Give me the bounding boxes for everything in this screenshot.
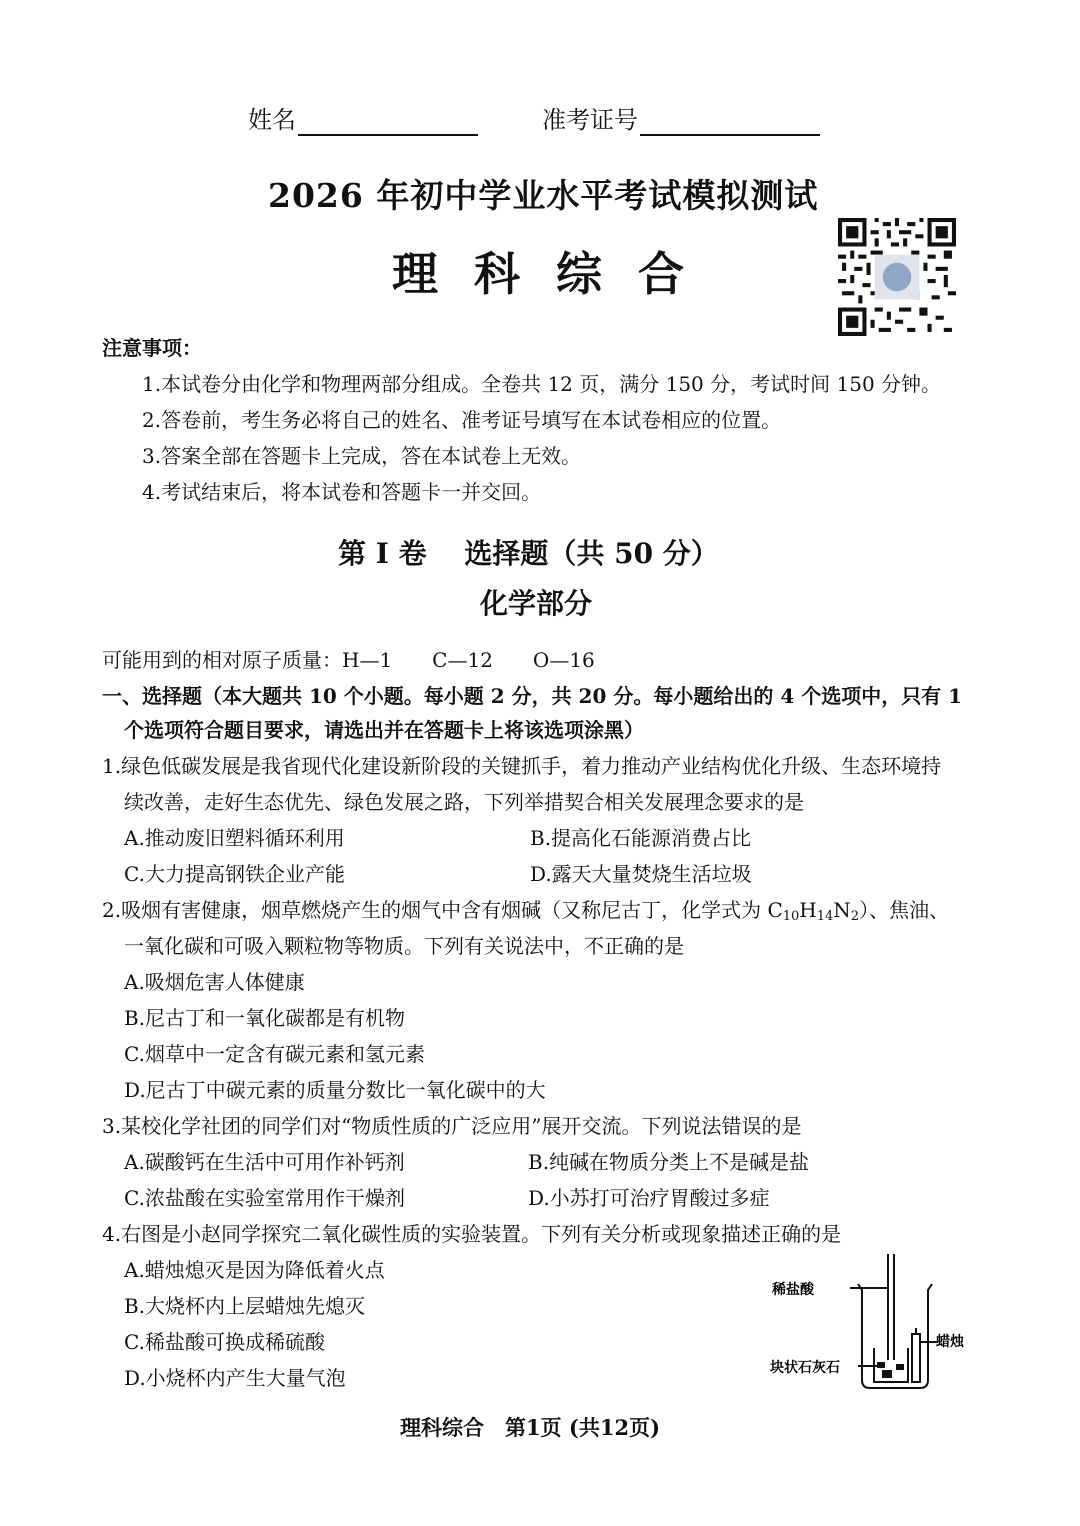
instruction-line-1: 一、选择题（本大题共 10 个小题。每小题 2 分，共 20 分。每小题给出的 4 个选项中，只有 1 — [102, 684, 963, 708]
notice-item-2: 2.答卷前，考生务必将自己的姓名、准考证号填写在本试卷相应的位置。 — [142, 408, 782, 432]
formula-sub-c: 10 — [782, 909, 800, 924]
formula-h: H — [799, 898, 817, 922]
page-footer: 理科综合 第1页 (共12页) — [400, 1415, 661, 1440]
formula-n: N — [833, 898, 851, 922]
q3-option-d: D.小苏打可治疗胃酸过多症 — [528, 1186, 770, 1210]
notice-item-1: 1.本试卷分由化学和物理两部分组成。全卷共 12 页，满分 150 分，考试时间 150 分钟。 — [142, 372, 942, 396]
notice-item-3: 3.答案全部在答题卡上完成，答在本试卷上无效。 — [142, 444, 582, 468]
qr-code-icon — [838, 218, 956, 336]
q2-option-b: B.尼古丁和一氧化碳都是有机物 — [124, 1006, 406, 1030]
q1-stem-2: 续改善，走好生态优先、绿色发展之路，下列举措契合相关发展理念要求的是 — [124, 790, 804, 814]
id-label: 准考证号 — [542, 106, 638, 134]
label-candle: 蜡烛 — [936, 1334, 964, 1350]
q2-stem-2: 一氧化碳和可吸入颗粒物等物质。下列有关说法中，不正确的是 — [124, 934, 684, 958]
label-acid: 稀盐酸 — [772, 1282, 814, 1298]
q3-option-a: A.碳酸钙在生活中可用作补钙剂 — [124, 1150, 405, 1174]
q4-option-b: B.大烧杯内上层蜡烛先熄灭 — [124, 1294, 366, 1318]
q2-option-d: D.尼古丁中碳元素的质量分数比一氧化碳中的大 — [124, 1078, 546, 1102]
q4-option-c: C.稀盐酸可换成稀硫酸 — [124, 1330, 325, 1354]
instruction-line-2: 个选项符合题目要求，请选出并在答题卡上将该选项涂黑） — [124, 718, 644, 742]
label-stone: 块状石灰石 — [770, 1360, 840, 1376]
q3-stem: 3.某校化学社团的同学们对“物质性质的广泛应用”展开交流。下列说法错误的是 — [102, 1114, 802, 1138]
q2-stem-1 — [102, 896, 949, 931]
candle-icon — [912, 1334, 920, 1382]
q1-stem-1: 1.绿色低碳发展是我省现代化建设新阶段的关键抓手，着力推动产业结构优化升级、生态环境持 — [102, 754, 942, 778]
q4-stem: 4.右图是小赵同学探究二氧化碳性质的实验装置。下列有关分析或现象描述正确的是 — [102, 1222, 842, 1246]
formula-sub-h: 14 — [816, 909, 834, 924]
q1-option-c: C.大力提高钢铁企业产能 — [124, 862, 345, 886]
part-heading: 第 I 卷 选择题（共 50 分） — [338, 537, 719, 570]
q2-stem-1a: 2.吸烟有害健康，烟草燃烧产生的烟气中含有烟碱（又称尼古丁，化学式为 C — [102, 898, 783, 922]
formula-sub-n: 2 — [850, 909, 860, 924]
q2-option-c: C.烟草中一定含有碳元素和氢元素 — [124, 1042, 425, 1066]
id-field[interactable] — [542, 104, 820, 136]
id-blank[interactable] — [640, 112, 820, 136]
notice-heading: 注意事项： — [102, 336, 202, 360]
name-blank[interactable] — [298, 112, 478, 136]
atomic-mass-line: 可能用到的相对原子质量：H—1 C—12 O—16 — [102, 648, 595, 672]
subject-title: 理科综合 — [392, 247, 720, 301]
q2-stem-1b: ）、焦油、 — [859, 898, 950, 922]
q1-option-d: D.露天大量焚烧生活垃圾 — [530, 862, 752, 886]
name-label: 姓名 — [248, 106, 296, 134]
q4-option-d: D.小烧杯内产生大量气泡 — [124, 1366, 346, 1390]
q1-option-b: B.提高化石能源消费占比 — [530, 826, 752, 850]
q3-option-c: C.浓盐酸在实验室常用作干燥剂 — [124, 1186, 405, 1210]
subpart-heading: 化学部分 — [480, 587, 593, 620]
q1-option-a: A.推动废旧塑料循环利用 — [124, 826, 345, 850]
q2-option-a: A.吸烟危害人体健康 — [124, 970, 305, 994]
exam-title: 2026 年初中学业水平考试模拟测试 — [268, 176, 819, 215]
notice-item-4: 4.考试结束后，将本试卷和答题卡一并交回。 — [142, 480, 542, 504]
name-field[interactable] — [248, 104, 478, 136]
apparatus-figure — [770, 1248, 980, 1398]
q4-option-a: A.蜡烛熄灭是因为降低着火点 — [124, 1258, 385, 1282]
q3-option-b: B.纯碱在物质分类上不是碱是盐 — [528, 1150, 810, 1174]
